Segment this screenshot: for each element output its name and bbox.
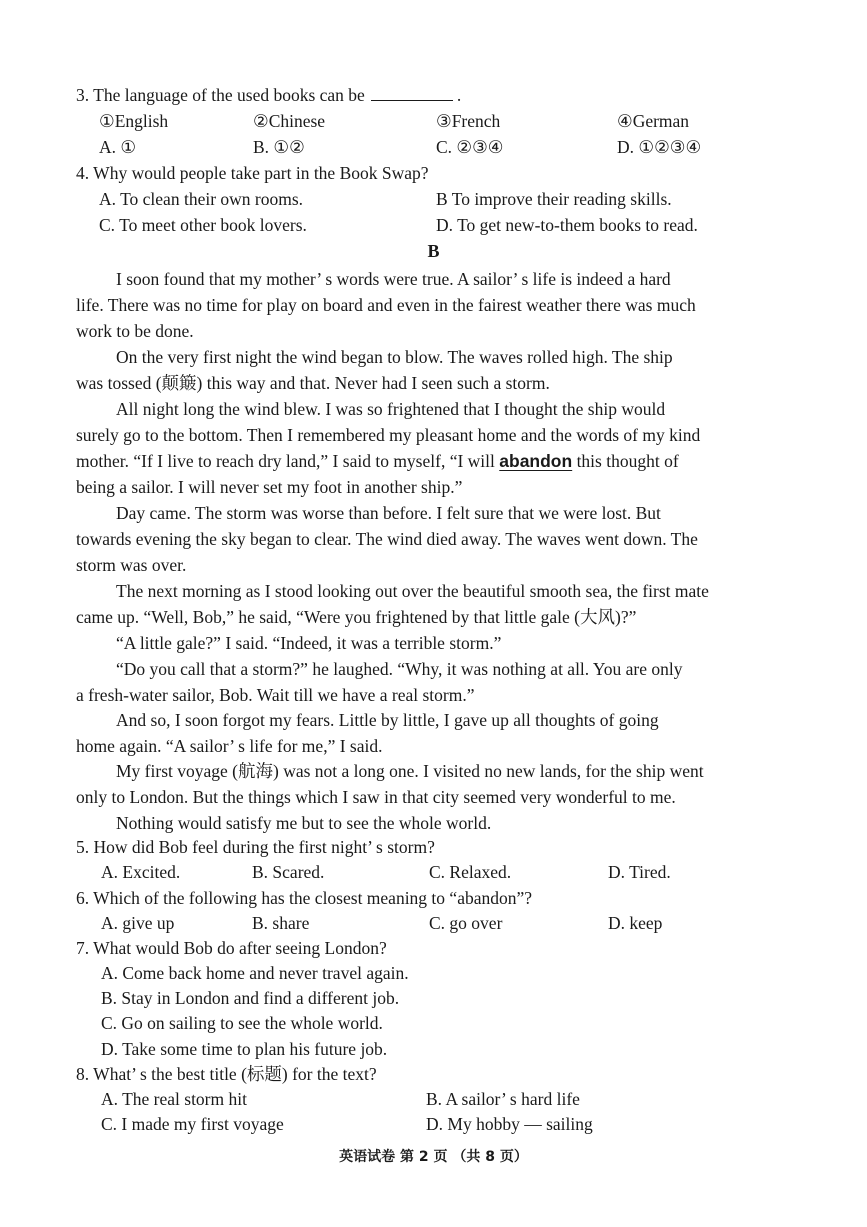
passage-line: towards evening the sky began to clear. The wind died away. The waves went down. The [76, 529, 698, 549]
q5-options-row [0, 861, 867, 883]
q3-option-a: A. ① [99, 137, 137, 157]
passage-paragraph [76, 578, 789, 630]
passage-line: only to London. But the things which I saw in that city seemed very wonderful to me. [76, 787, 676, 807]
q3-option-d: D. ①②③④ [617, 137, 702, 157]
q8-options-row-1 [0, 1088, 867, 1110]
q4-option-c: C. To meet other book lovers. [99, 215, 307, 235]
q6-option-c: C. go over [429, 913, 503, 933]
q3-items-row [0, 110, 867, 132]
passage-line: “Do you call that a storm?” he laughed. “Why, it was nothing at all. You are only [116, 659, 683, 679]
q4-option-a: A. To clean their own rooms. [99, 189, 304, 209]
q5-option-c: C. Relaxed. [429, 862, 512, 882]
q4-option-d: D. To get new-to-them books to read. [436, 215, 698, 235]
passage-line: came up. “Well, Bob,” he said, “Were you frightened by that little gale (大风)?” [76, 607, 637, 627]
section-heading: B [427, 241, 440, 261]
q8-stem: 8. What’ s the best title (标题) for the text? [76, 1064, 377, 1084]
q5-option-a: A. Excited. [101, 862, 181, 882]
q4-options-row-2 [0, 214, 867, 236]
q7-option-d: D. Take some time to plan his future job. [101, 1039, 388, 1059]
q3-option-b: B. ①② [253, 137, 305, 157]
passage-text: mother. “If I live to reach dry land,” I said to myself, “I will [76, 451, 495, 471]
passage-line: life. There was no time for play on board and even in the fairest weather there was much [76, 295, 696, 315]
q7-option-c: C. Go on sailing to see the whole world. [101, 1013, 383, 1033]
q6-options-row [0, 912, 867, 934]
q3-item: ④German [617, 111, 690, 131]
q4-options-row-1 [0, 188, 867, 210]
q8-options-row-2 [0, 1113, 867, 1135]
passage-paragraph [76, 630, 789, 656]
passage-line: home again. “A sailor’ s life for me,” I said. [76, 736, 383, 756]
passage-line: work to be done. [76, 321, 194, 341]
passage-line: was tossed (颠簸) this way and that. Never had I seen such a storm. [76, 373, 550, 393]
q8-option-b: B. A sailor’ s hard life [426, 1089, 580, 1109]
q4-option-b: B To improve their reading skills. [436, 189, 672, 209]
passage-line: All night long the wind blew. I was so frightened that I thought the ship would [116, 399, 666, 419]
passage-line: On the very first night the wind began to blow. The waves rolled high. The ship [116, 347, 673, 367]
q6-option-d: D. keep [608, 913, 663, 933]
q3-item: ③French [436, 111, 501, 131]
passage-line: Nothing would satisfy me but to see the whole world. [116, 813, 492, 833]
passage-line: storm was over. [76, 555, 187, 575]
q3-item: ②Chinese [253, 111, 326, 131]
q4-stem: 4. Why would people take part in the Book Swap? [76, 163, 429, 183]
q3-stem [76, 84, 461, 106]
q5-stem: 5. How did Bob feel during the first night’ s storm? [76, 837, 435, 857]
passage-line: being a sailor. I will never set my foot in another ship.” [76, 477, 463, 497]
q7-option-b: B. Stay in London and find a different job. [101, 988, 400, 1008]
page-footer: 英语试卷 第 2 页 （共 8 页） [339, 1149, 528, 1165]
q8-option-d: D. My hobby — sailing [426, 1114, 593, 1134]
passage-line [76, 448, 789, 474]
passage-line: My first voyage (航海) was not a long one. I visited no new lands, for the ship went [116, 761, 704, 781]
q7-option-a: A. Come back home and never travel again. [101, 963, 409, 983]
q5-option-d: D. Tired. [608, 862, 671, 882]
passage-text: this thought of [576, 451, 679, 471]
passage-paragraph [76, 656, 789, 708]
passage-line: surely go to the bottom. Then I remembered my pleasant home and the words of my kind [76, 425, 701, 445]
passage-paragraph [76, 707, 789, 759]
answer-blank [371, 86, 453, 101]
q8-option-a: A. The real storm hit [101, 1089, 247, 1109]
q3-stem-text: 3. The language of the used books can be [76, 85, 365, 105]
passage-paragraph [76, 758, 789, 810]
q6-option-a: A. give up [101, 913, 175, 933]
passage-line: I soon found that my mother’ s words were true. A sailor’ s life is indeed a hard [116, 269, 671, 289]
keyword-abandon: abandon [499, 451, 573, 471]
q6-option-b: B. share [252, 913, 310, 933]
q3-stem-end: . [456, 85, 462, 105]
passage-paragraph [76, 266, 789, 344]
q3-item: ①English [99, 111, 169, 131]
passage-line: And so, I soon forgot my fears. Little by little, I gave up all thoughts of going [116, 710, 659, 730]
q7-stem: 7. What would Bob do after seeing London? [76, 938, 387, 958]
passage-paragraph [76, 396, 789, 500]
passage-paragraph [76, 810, 789, 836]
passage-line: Day came. The storm was worse than before. I felt sure that we were lost. But [116, 503, 661, 523]
q6-stem: 6. Which of the following has the closest meaning to “abandon”? [76, 888, 533, 908]
q3-option-c: C. ②③④ [436, 137, 504, 157]
q8-option-c: C. I made my first voyage [101, 1114, 284, 1134]
passage-line: “A little gale?” I said. “Indeed, it was a terrible storm.” [116, 633, 502, 653]
q3-options-row [0, 136, 867, 158]
q5-option-b: B. Scared. [252, 862, 325, 882]
passage-line: The next morning as I stood looking out over the beautiful smooth sea, the first mate [116, 581, 709, 601]
passage-paragraph [76, 344, 789, 396]
passage-line: a fresh-water sailor, Bob. Wait till we have a real storm.” [76, 685, 475, 705]
passage-paragraph [76, 500, 789, 578]
